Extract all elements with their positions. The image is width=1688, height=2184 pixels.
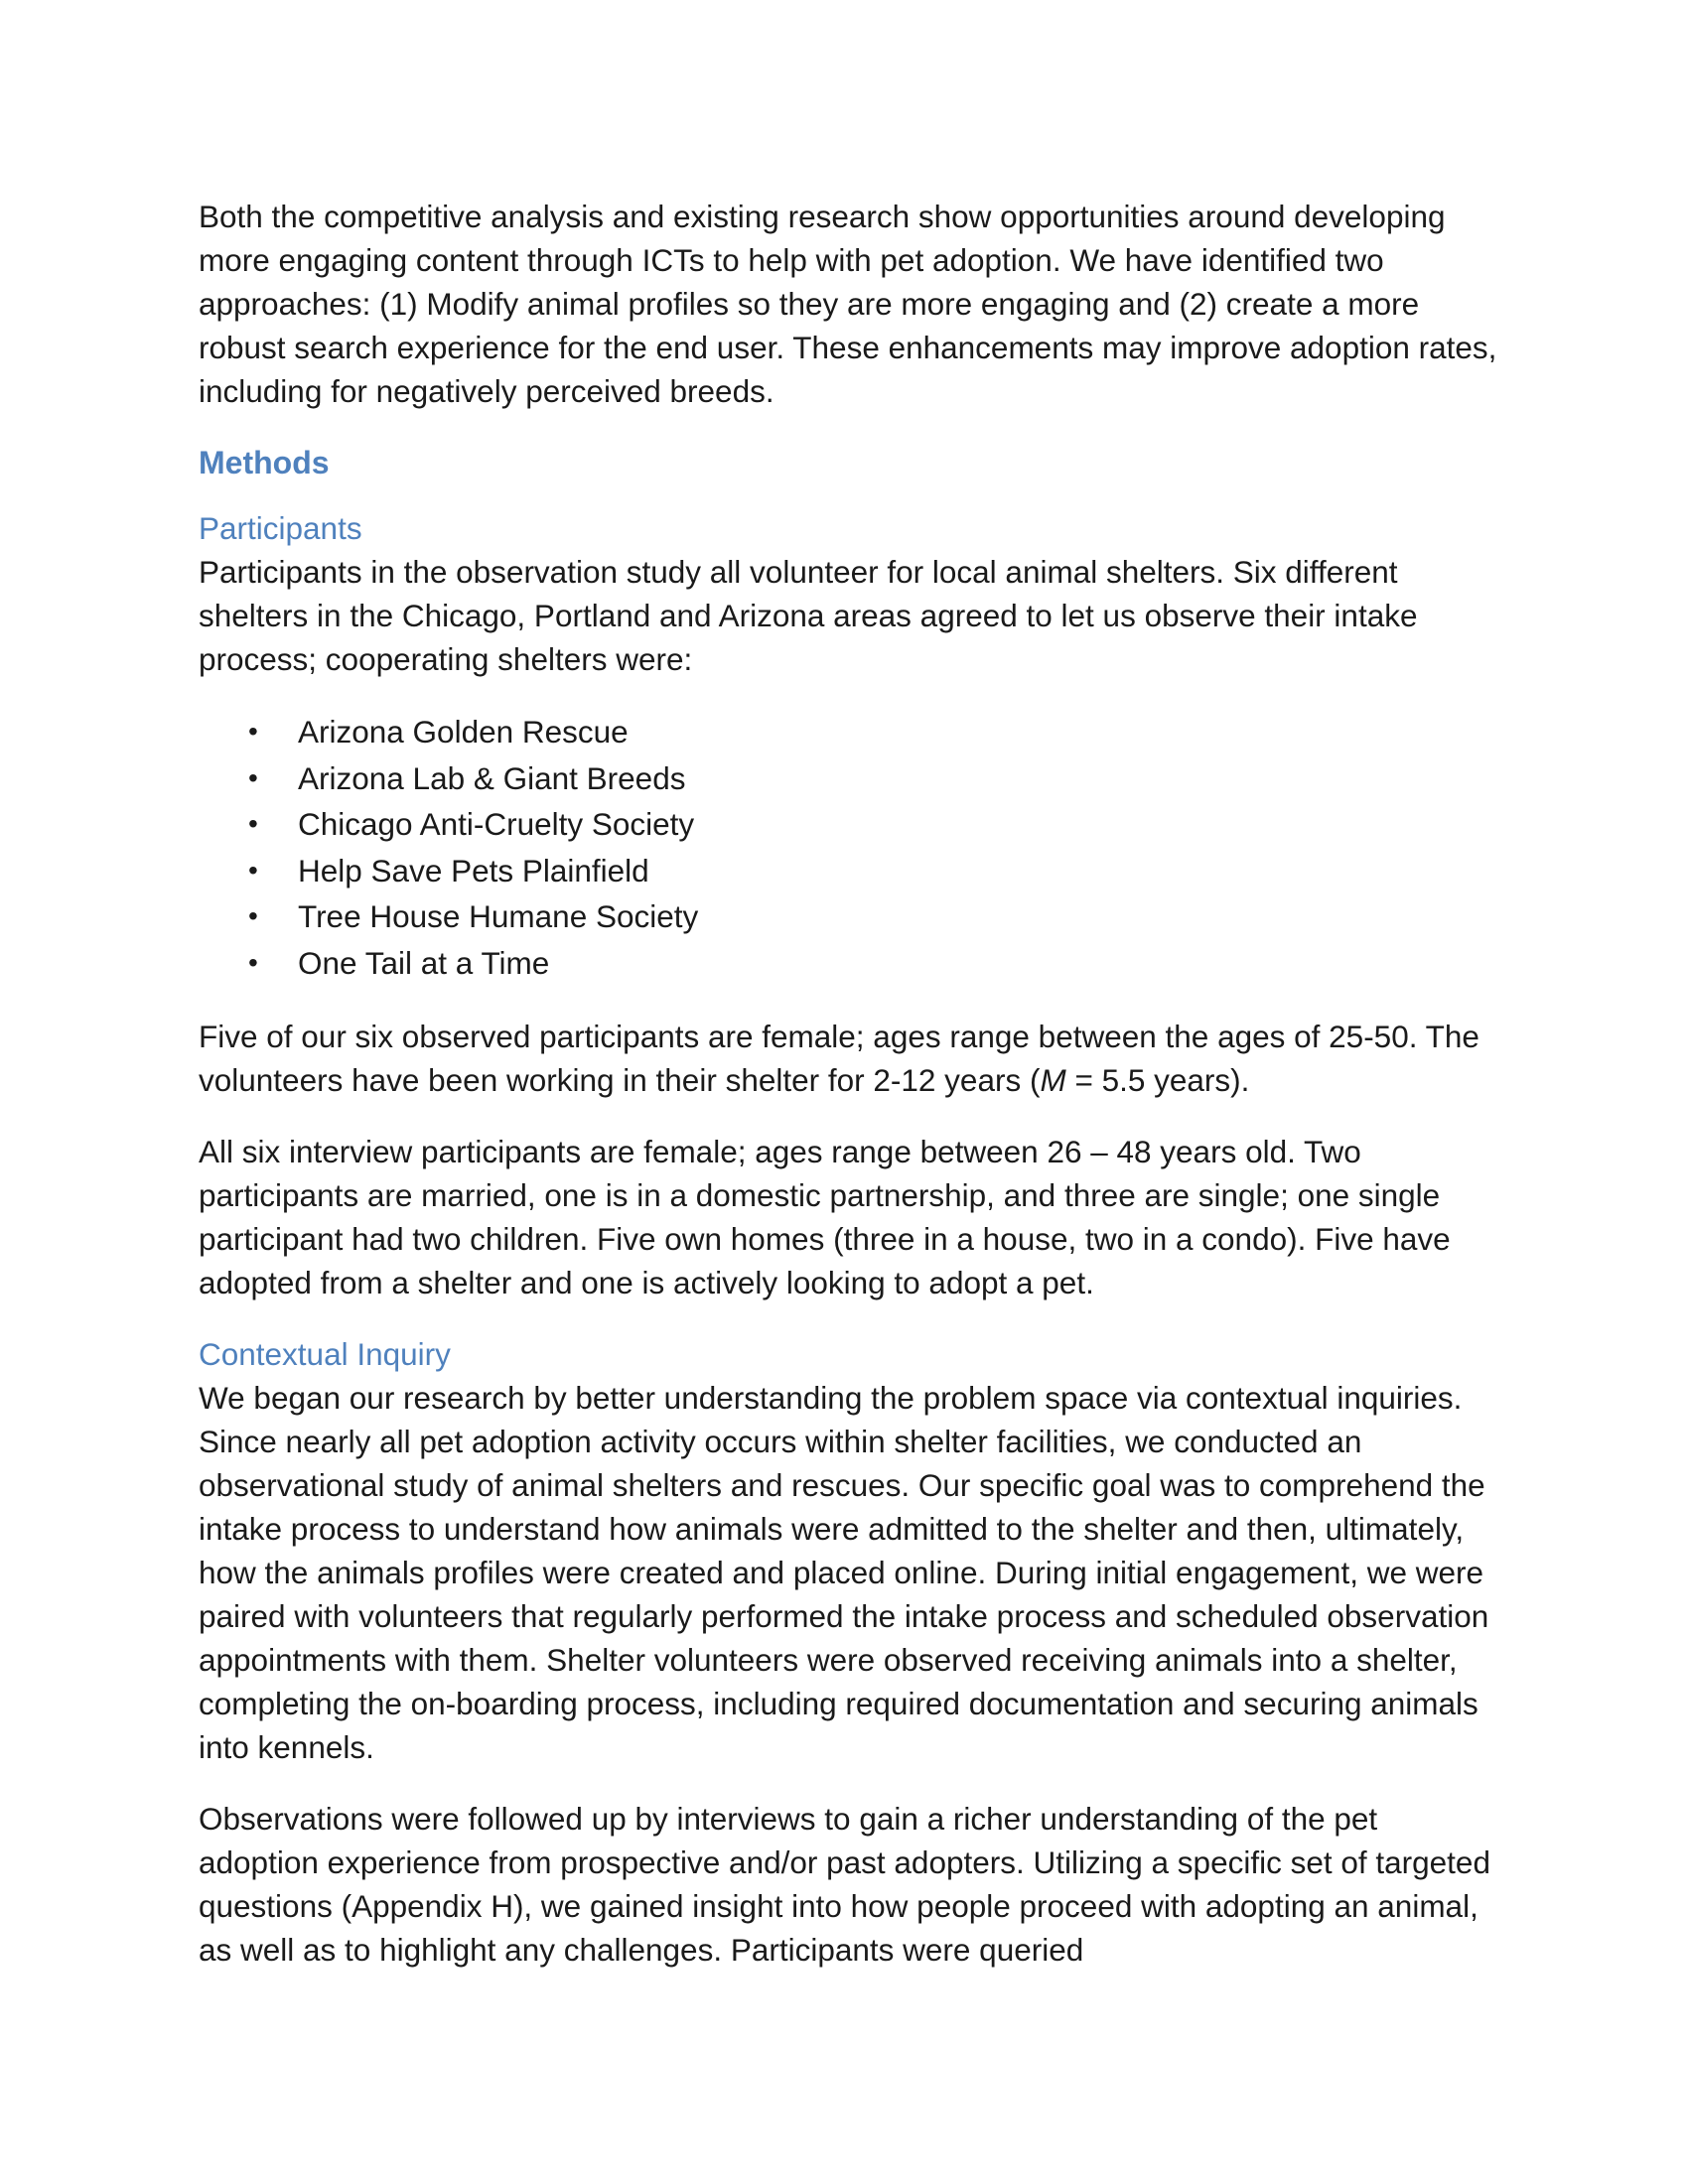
participants-paragraph: Participants in the observation study all volunteer for local animal shelters. Six different shelters in the Chicago, Portland and Arizona areas agreed to let us observe their intake process; cooperating shelters were: [199,554,1418,677]
list-item [199,848,1499,894]
contextual-inquiry-paragraph: We began our research by better understanding the problem space via contextual inquiries. Since nearly all pet adoption activity occurs within shelter facilities, we conducted an observational study of animal shelters and rescues. Our specific goal was to comprehend the intake process to understand how animals were admitted to the shelter and then, ultimately, how the animals profiles were created and placed online. During initial engagement, we were paired with volunteers that regularly performed the intake process and scheduled observation appointments with them. Shelter volunteers were observed receiving animals into a shelter, completing the on-boarding process, including required documentation and securing animals into kennels. [199,1379,1489,1765]
shelter-name: Arizona Golden Rescue [298,714,629,750]
bullet-icon: • [248,716,258,747]
list-item [199,893,1499,940]
interview-participants-paragraph: All six interview participants are female; ages range between 26 – 48 years old. Two participants are married, one is in a domestic partnership, and three are single; one single participant had two children. Five own homes (three in a house, two in a condo). Five have adopted from a shelter and one is actively looking to adopt a pet. [199,1133,1451,1300]
contextual-inquiry-heading: Contextual Inquiry [199,1335,451,1372]
bullet-icon: • [248,900,258,932]
list-item [199,801,1499,848]
shelter-list [199,709,1499,987]
bullet-icon: • [248,854,258,886]
participants-heading: Participants [199,510,362,546]
shelter-name: One Tail at a Time [298,944,550,981]
shelter-name: Help Save Pets Plainfield [298,852,649,888]
interviews-paragraph: Observations were followed up by interviews to gain a richer understanding of the pet adoption experience from prospective and/or past adopters. Utilizing a specific set of targeted questions (Appendix H), we gained insight into how people proceed with adopting an animal, as well as to highlight any challenges. Participants were queried [199,1800,1490,1968]
mean-symbol: M [1040,1061,1066,1098]
list-item [199,940,1499,987]
list-item [199,709,1499,755]
shelter-name: Tree House Humane Society [298,898,699,935]
shelter-name: Arizona Lab & Giant Breeds [298,759,686,796]
methods-heading: Methods [199,445,330,480]
shelter-name: Chicago Anti-Cruelty Society [298,806,695,843]
intro-paragraph: Both the competitive analysis and existing research show opportunities around developing more engaging content through ICTs to help with pet adoption. We have identified two approaches: (1) Modify animal profiles so they are more engaging and (2) create a more robust search experience for the end user. These enhancements may improve adoption rates, including for negatively perceived breeds. [199,199,1497,409]
bullet-icon: • [248,946,258,978]
text-run: Five of our six observed participants are female; ages range between the ages of 25-50. The volunteers have been working in their shelter for 2-12 years ( [199,1018,1479,1098]
observed-participants-paragraph [199,1015,1499,1102]
text-run: = 5.5 years). [1065,1061,1250,1098]
bullet-icon: • [248,808,258,840]
document-body [199,195,1499,1972]
list-item [199,755,1499,802]
bullet-icon: • [248,761,258,793]
